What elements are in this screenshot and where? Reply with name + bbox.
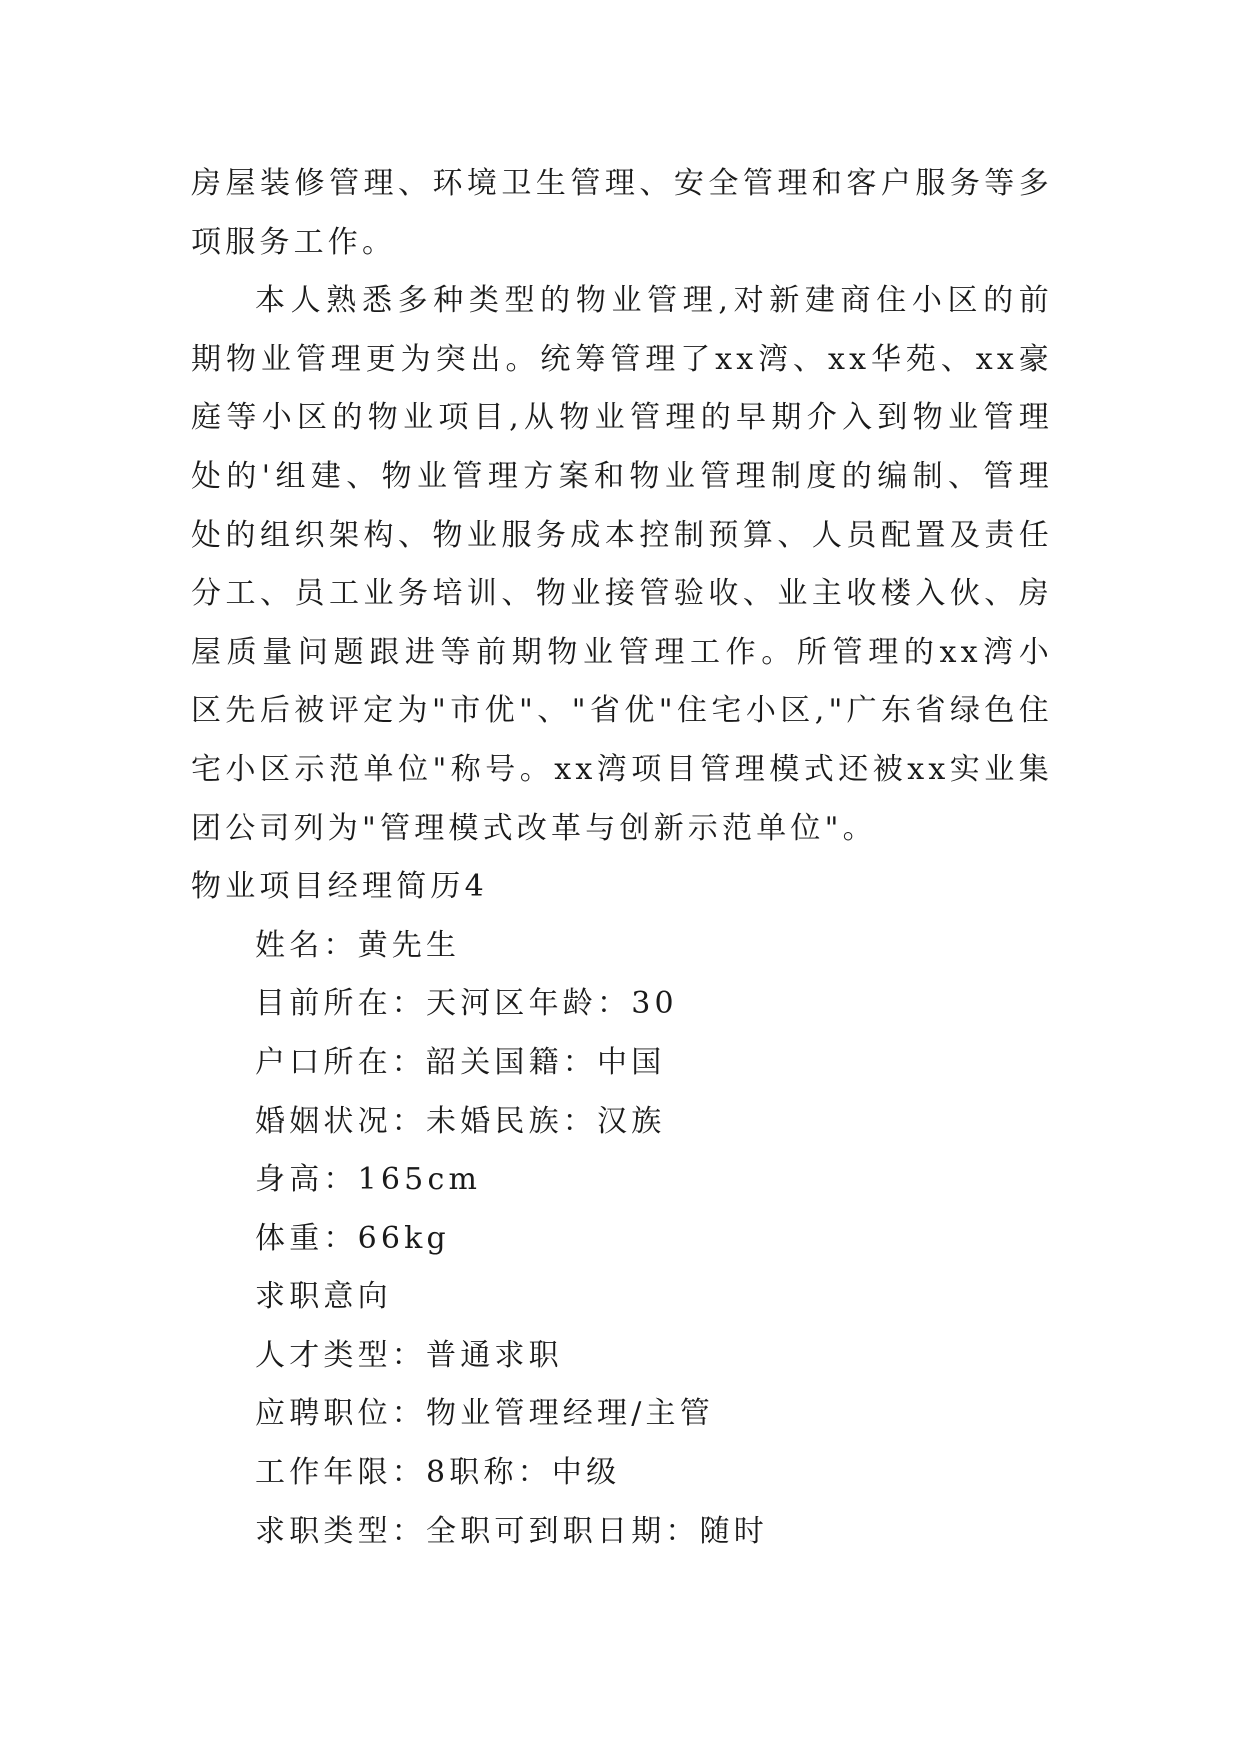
field-marital-ethnicity: 婚姻状况：未婚民族：汉族 [255,1103,666,1139]
field-location-age: 目前所在：天河区年龄：30 [255,986,678,1022]
paragraph-services: 房屋装修管理、环境卫生管理、安全管理和客户服务等多项服务工作。 [191,166,1053,260]
field-talent-type: 人才类型：普通求职 [255,1337,563,1373]
field-hukou-nationality: 户口所在：韶关国籍：中国 [255,1044,666,1080]
field-job-intent-heading: 求职意向 [255,1279,392,1315]
field-work-years-title: 工作年限：8职称：中级 [255,1455,621,1491]
field-height: 身高：165cm [255,1162,482,1198]
field-applied-position: 应聘职位：物业管理经理/主管 [255,1396,714,1432]
paragraph-experience: 本人熟悉多种类型的物业管理,对新建商住小区的前期物业管理更为突出。统筹管理了xx湾、xx华苑、xx豪庭等小区的物业项目,从物业管理的早期介入到物业管理处的'组建、物业管理方案和物业管理制度的编制、管理处的组织架构、物业服务成本控制预算、人员配置及责任分工、员工业务培训、物业接管验收、业主收楼入伙、房屋质量问题跟进等前期物业管理工作。所管理的xx湾小区先后被评定为"市优"、"省优"住宅小区,"广东省绿色住宅小区示范单位"称号。xx湾项目管理模式还被xx实业集团公司列为"管理模式改革与创新示范单位"。 [191,283,1053,846]
field-job-type-start-date: 求职类型：全职可到职日期：随时 [255,1513,768,1549]
section-heading-resume-4: 物业项目经理简历4 [191,869,488,905]
field-weight: 体重：66kg [255,1220,450,1256]
field-name: 姓名：黄先生 [255,927,461,963]
document-body [191,155,1053,1561]
